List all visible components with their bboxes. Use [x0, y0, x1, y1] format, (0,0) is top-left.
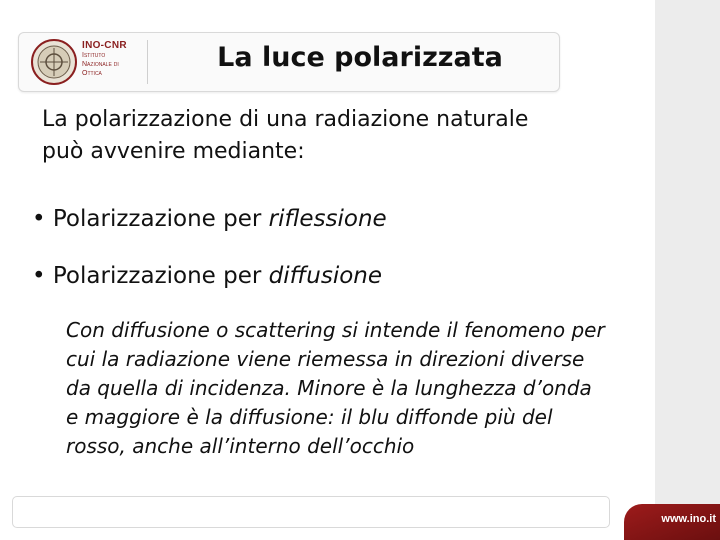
explanation-line: rosso, anche all’interno dell’occhio — [66, 434, 415, 458]
footer-bar — [12, 496, 610, 528]
intro-line: può avvenire mediante: — [42, 139, 305, 164]
scattering-explanation — [66, 316, 681, 461]
explanation-line: cui la radiazione viene riemessa in direzioni diverse — [66, 347, 585, 371]
ino-seal-icon — [30, 38, 78, 86]
bullet-diffusion — [32, 263, 632, 289]
intro-line: La polarizzazione di una radiazione naturale — [42, 107, 529, 132]
logo-divider — [147, 40, 148, 84]
logo-name: INO-CNR — [82, 40, 127, 51]
bullet-prefix: • Polarizzazione per — [32, 263, 269, 289]
bullet-emphasis: diffusione — [268, 263, 383, 289]
explanation-line: e maggiore è la diffusione: il blu diffonde più del — [66, 405, 553, 429]
footer-url[interactable]: www.ino.it — [661, 513, 716, 525]
bullet-emphasis: riflessione — [268, 206, 387, 232]
ino-cnr-logo — [30, 38, 148, 86]
explanation-line: Con diffusione o scattering si intende il fenomeno per — [66, 318, 605, 342]
slide-title: La luce polarizzata — [217, 42, 503, 73]
bullet-prefix: • Polarizzazione per — [32, 206, 269, 232]
logo-sub-line: Ottica — [82, 70, 102, 77]
intro-text — [42, 104, 642, 168]
bullet-reflection — [32, 206, 632, 232]
logo-sub-line: Nazionale di — [82, 61, 119, 68]
logo-text — [82, 40, 152, 78]
explanation-line: da quella di incidenza. Minore è la lunghezza d’onda — [66, 376, 592, 400]
logo-sub-line: Istituto — [82, 52, 106, 59]
